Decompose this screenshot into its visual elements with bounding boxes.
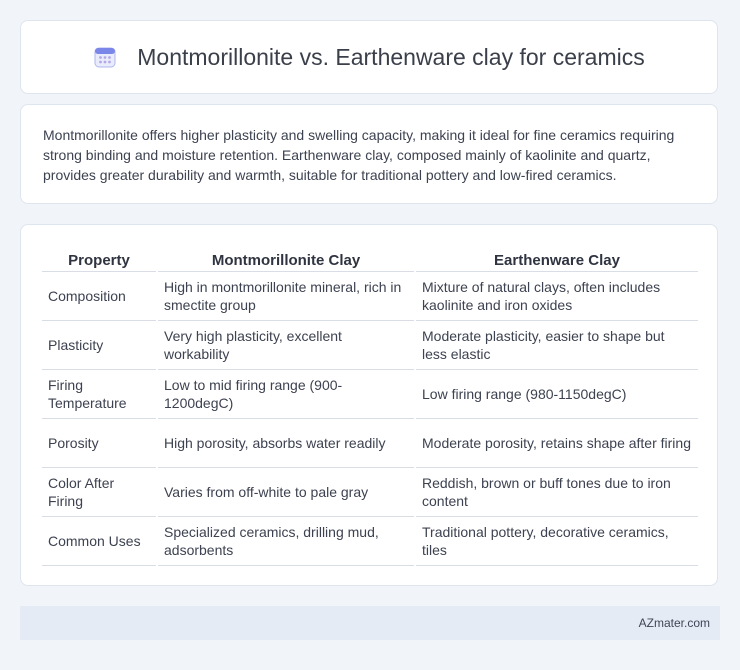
table-row <box>42 321 698 370</box>
property-cell: Color After Firing <box>42 468 156 517</box>
column-header: Property <box>42 245 156 272</box>
column-header: Montmorillonite Clay <box>158 245 414 272</box>
property-cell: Porosity <box>42 419 156 468</box>
footer-brand: AZmater.com <box>638 616 710 630</box>
earthenware-cell: Traditional pottery, decorative ceramics, tiles <box>416 517 698 566</box>
table-row <box>42 370 698 419</box>
montmorillonite-cell: Low to mid firing range (900-1200degC) <box>158 370 414 419</box>
montmorillonite-cell: Varies from off-white to pale gray <box>158 468 414 517</box>
comparison-card <box>20 224 718 586</box>
earthenware-cell: Reddish, brown or buff tones due to iron content <box>416 468 698 517</box>
table-header-row <box>42 245 698 272</box>
table-row <box>42 517 698 566</box>
table-row <box>42 419 698 468</box>
earthenware-cell: Low firing range (980-1150degC) <box>416 370 698 419</box>
footer-bar <box>20 606 720 640</box>
property-cell: Common Uses <box>42 517 156 566</box>
earthenware-cell: Moderate porosity, retains shape after firing <box>416 419 698 468</box>
intro-text: Montmorillonite offers higher plasticity and swelling capacity, making it ideal for fine ceramics requiring strong binding and moisture retention. Earthenware clay, composed mainly of kaolinite and quartz, provides greater durability and warmth, suitable for traditional pottery and low-fired ceramics. <box>43 127 675 183</box>
intro-card <box>20 104 718 204</box>
comparison-table <box>40 245 700 566</box>
property-cell: Firing Temperature <box>42 370 156 419</box>
table-row <box>42 468 698 517</box>
calendar-icon <box>93 45 117 69</box>
montmorillonite-cell: Specialized ceramics, drilling mud, adsorbents <box>158 517 414 566</box>
montmorillonite-cell: High in montmorillonite mineral, rich in smectite group <box>158 272 414 321</box>
page-title: Montmorillonite vs. Earthenware clay for ceramics <box>137 43 645 70</box>
montmorillonite-cell: High porosity, absorbs water readily <box>158 419 414 468</box>
table-row <box>42 272 698 321</box>
property-cell: Plasticity <box>42 321 156 370</box>
title-card <box>20 20 718 94</box>
property-cell: Composition <box>42 272 156 321</box>
earthenware-cell: Moderate plasticity, easier to shape but less elastic <box>416 321 698 370</box>
column-header: Earthenware Clay <box>416 245 698 272</box>
montmorillonite-cell: Very high plasticity, excellent workability <box>158 321 414 370</box>
earthenware-cell: Mixture of natural clays, often includes kaolinite and iron oxides <box>416 272 698 321</box>
